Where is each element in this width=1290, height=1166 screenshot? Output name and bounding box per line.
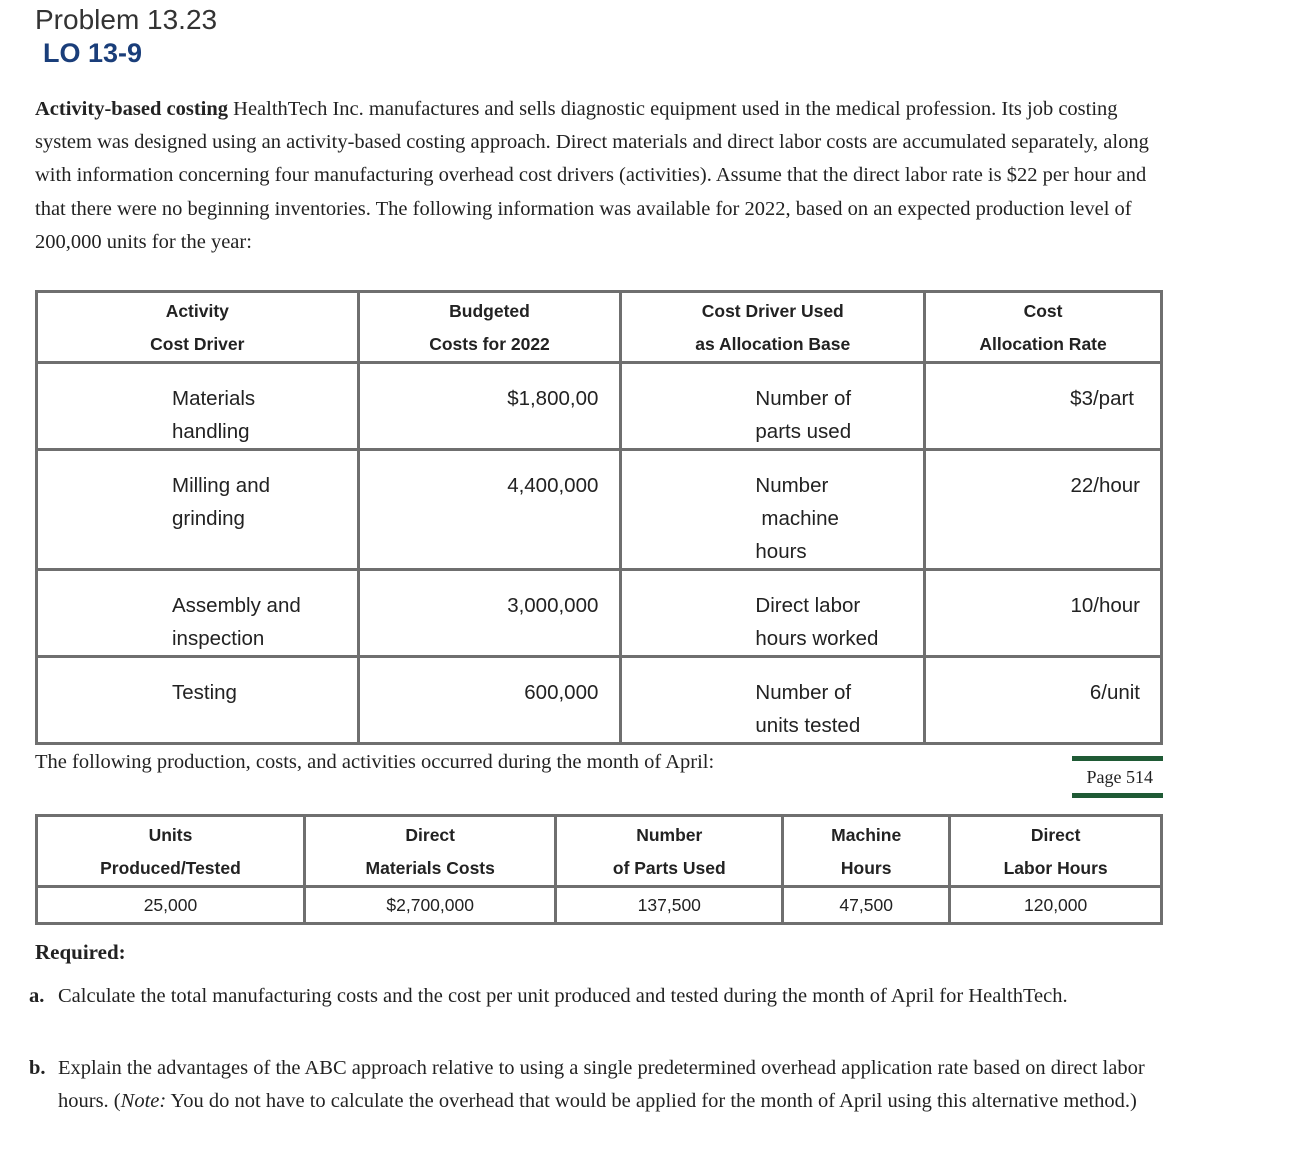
header-cost-driver-used: Cost Driver Used as Allocation Base <box>621 292 925 363</box>
rate-cell: 6/unit <box>925 657 1162 744</box>
rate-cell: $3/part <box>925 363 1162 450</box>
header-direct-materials: Direct Materials Costs <box>304 816 556 887</box>
page-number: Page 514 <box>1086 767 1153 787</box>
header-budgeted-costs: Budgeted Costs for 2022 <box>358 292 621 363</box>
table-row <box>37 657 1162 744</box>
table-header-row <box>37 816 1162 887</box>
header-units-produced: Units Produced/Tested <box>37 816 305 887</box>
budget-cell: 600,000 <box>358 657 621 744</box>
table-header-row <box>37 292 1162 363</box>
april-activity-table <box>35 814 1163 925</box>
requirement-b <box>29 1052 1158 1118</box>
intro-text: HealthTech Inc. manufactures and sells diagnostic equipment used in the medical profession. Its job costing system was designed using an activity-based costing approach. Direct materials and direct labor costs are accumulated separately, along with information concerning four manufacturing overhead cost drivers (activities). Assume that the direct labor rate is $22 per hour and that there were no beginning inventories. The following information was available for 2022, based on an expected production level of 200,000 units for the year: <box>35 98 1149 253</box>
header-parts-used: Number of Parts Used <box>556 816 783 887</box>
budget-cell: 4,400,000 <box>358 450 621 570</box>
driver-cell: Direct labor hours worked <box>621 570 925 657</box>
activity-cell: Materials handling <box>37 363 359 450</box>
machine-hours-cell: 47,500 <box>783 887 950 924</box>
units-cell: 25,000 <box>37 887 305 924</box>
activity-cell: Milling and grinding <box>37 450 359 570</box>
driver-cell: Number of units tested <box>621 657 925 744</box>
requirement-a <box>29 980 1158 1013</box>
problem-title: Problem 13.23 <box>35 4 218 35</box>
header-allocation-rate: Cost Allocation Rate <box>925 292 1162 363</box>
rate-cell: 22/hour <box>925 450 1162 570</box>
activity-cell: Testing <box>37 657 359 744</box>
driver-cell: Number machine hours <box>621 450 925 570</box>
intro-bold-lead: Activity-based costing <box>35 98 229 120</box>
budget-cell: $1,800,00 <box>358 363 621 450</box>
requirement-b-text: Explain the advantages of the ABC approach relative to using a single predetermined overhead application rate based on direct labor hours. (Note: You do not have to calculate the overhead that would be applied for the month of April using this alternative method.) <box>58 1057 1145 1112</box>
header-labor-hours: Direct Labor Hours <box>950 816 1162 887</box>
labor-hours-cell: 120,000 <box>950 887 1162 924</box>
requirement-a-letter: a. <box>29 985 45 1007</box>
table-row <box>37 887 1162 924</box>
activity-cost-table <box>35 290 1163 745</box>
following-text: The following production, costs, and activities occurred during the month of April: <box>35 751 715 773</box>
requirement-b-letter: b. <box>29 1057 46 1079</box>
parts-cell: 137,500 <box>556 887 783 924</box>
activity-cell: Assembly and inspection <box>37 570 359 657</box>
table-row <box>37 450 1162 570</box>
required-heading: Required: <box>35 940 126 964</box>
learning-objective-tag: LO 13-9 <box>43 38 143 68</box>
materials-cell: $2,700,000 <box>304 887 556 924</box>
table-row <box>37 363 1162 450</box>
rate-cell: 10/hour <box>925 570 1162 657</box>
driver-cell: Number of parts used <box>621 363 925 450</box>
budget-cell: 3,000,000 <box>358 570 621 657</box>
requirement-a-text: Calculate the total manufacturing costs and the cost per unit produced and tested during the month of April for HealthTech. <box>58 985 1068 1007</box>
page-marker <box>1072 756 1163 798</box>
note-label: Note: <box>120 1090 167 1112</box>
table-row <box>37 570 1162 657</box>
header-activity-cost-driver: Activity Cost Driver <box>37 292 359 363</box>
problem-intro <box>35 93 1155 259</box>
header-machine-hours: Machine Hours <box>783 816 950 887</box>
